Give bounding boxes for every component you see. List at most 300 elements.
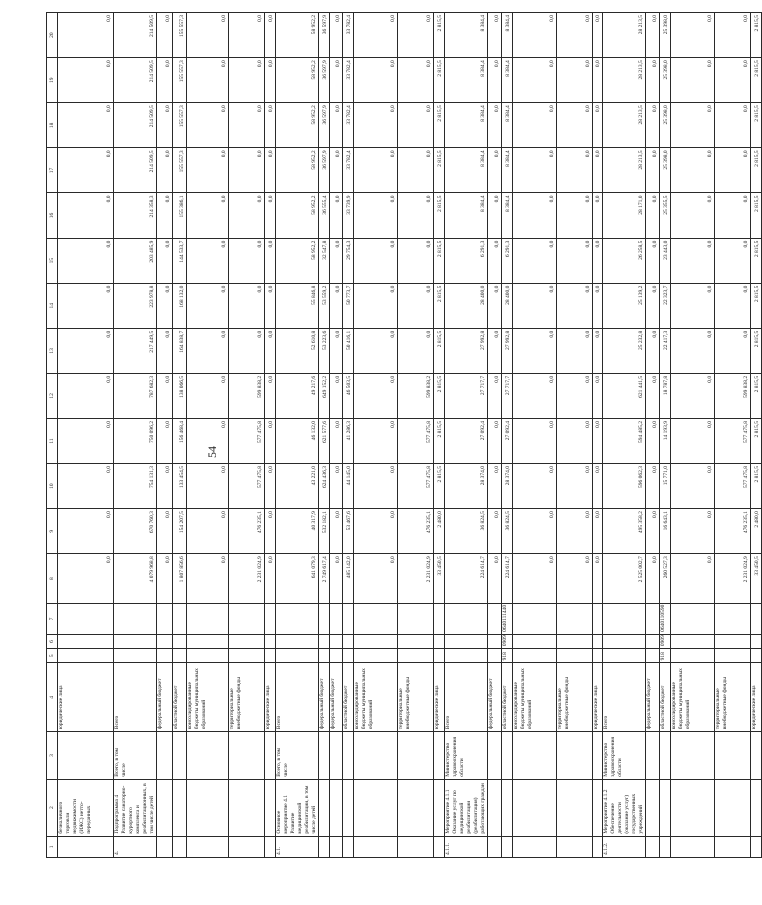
table-cell xyxy=(173,634,187,648)
table-cell: 0,0 xyxy=(593,328,603,373)
table-cell: 0,0 xyxy=(157,148,173,193)
table-cell: 224 614,7 xyxy=(502,554,513,604)
table-cell: 0,0 xyxy=(157,509,173,554)
table-cell: 0,0 xyxy=(157,328,173,373)
table-cell: 0,0 xyxy=(646,418,660,463)
table-cell: 0,0 xyxy=(488,328,502,373)
table-cell xyxy=(671,779,715,836)
table-cell: 33 782,4 xyxy=(343,58,354,103)
table-cell xyxy=(445,604,488,635)
table-cell: 0,0 xyxy=(157,418,173,463)
table-cell: 28 213,5 xyxy=(603,103,646,148)
table-cell xyxy=(229,732,265,779)
table-cell: 0,0 xyxy=(187,418,229,463)
table-cell: 0,0 xyxy=(187,373,229,418)
table-row xyxy=(715,13,751,858)
table-cell: территориальные внебюджетные фонды xyxy=(229,663,265,732)
table-cell: 25 398,0 xyxy=(660,103,671,148)
column-header: 9 xyxy=(47,509,58,554)
table-cell: 0,0 xyxy=(187,328,229,373)
table-cell: 0,0 xyxy=(187,193,229,238)
table-cell: 0,0 xyxy=(398,148,434,193)
table-cell: 49 217,6 xyxy=(276,373,319,418)
table-cell xyxy=(646,836,660,857)
table-cell: 32 547,8 xyxy=(319,238,330,283)
table-cell: 0,0 xyxy=(593,13,603,58)
table-cell xyxy=(513,604,557,635)
table-cell: 2 749 617,4 xyxy=(319,554,330,604)
table-cell: 214 509,5 xyxy=(114,58,157,103)
table-cell: 2 815,5 xyxy=(434,148,445,193)
table-cell xyxy=(671,732,715,779)
table-cell: 4.1. xyxy=(276,836,319,857)
table-cell: 217 449,5 xyxy=(114,328,157,373)
table-cell: 0,0 xyxy=(557,193,593,238)
table-cell xyxy=(58,649,114,663)
table-cell xyxy=(229,604,265,635)
table-cell: 0,0 xyxy=(265,58,276,103)
table-cell: 2 480,0 xyxy=(751,509,762,554)
table-cell: 0,0 xyxy=(671,193,715,238)
table-cell: 0,0 xyxy=(671,509,715,554)
table-cell: 8 384,4 xyxy=(445,193,488,238)
table-cell xyxy=(319,732,330,779)
table-row xyxy=(646,13,660,858)
column-header: 13 xyxy=(47,328,58,373)
table-cell: 0,0 xyxy=(157,13,173,58)
table-cell: Министерство здравоохранения области xyxy=(445,732,488,779)
table-cell xyxy=(434,649,445,663)
table-row xyxy=(445,13,488,858)
table-row xyxy=(671,13,715,858)
table-cell: 2 231 024,9 xyxy=(229,554,265,604)
table-cell: территориальные внебюджетные фонды xyxy=(715,663,751,732)
table-cell xyxy=(173,604,187,635)
table-cell: 164 838,7 xyxy=(173,328,187,373)
table-cell xyxy=(671,604,715,635)
table-row xyxy=(343,13,354,858)
table-cell xyxy=(343,649,354,663)
table-cell: 0,0 xyxy=(593,418,603,463)
table-cell: 0,0 xyxy=(646,148,660,193)
table-cell xyxy=(751,634,762,648)
table-cell: 4.1.2. xyxy=(603,836,646,857)
table-cell xyxy=(319,649,330,663)
table-cell: 2 815,5 xyxy=(751,13,762,58)
table-row xyxy=(173,13,187,858)
table-cell: 0,0 xyxy=(398,13,434,58)
table-cell: 2 815,5 xyxy=(434,103,445,148)
table-cell: 0,0 xyxy=(354,554,398,604)
table-cell: 621 577,6 xyxy=(319,418,330,463)
table-cell: 0,0 xyxy=(488,283,502,328)
table-cell: Всего xyxy=(114,663,157,732)
table-cell xyxy=(445,634,488,648)
table-cell: 0,0 xyxy=(671,418,715,463)
table-cell: 55 846,8 xyxy=(276,283,319,328)
table-cell: юридические лица xyxy=(265,663,276,732)
table-header xyxy=(47,13,58,858)
table-cell: 0,0 xyxy=(157,103,173,148)
table-cell: федеральный бюджет xyxy=(330,663,343,732)
table-cell xyxy=(330,732,343,779)
table-cell: 2 815,5 xyxy=(751,238,762,283)
table-cell xyxy=(671,836,715,857)
table-body xyxy=(58,13,762,858)
table-cell xyxy=(593,634,603,648)
column-header: 15 xyxy=(47,238,58,283)
table-cell: 0,0 xyxy=(229,58,265,103)
table-cell xyxy=(603,634,646,648)
table-cell: 0,0 xyxy=(513,283,557,328)
table-cell: 0,0 xyxy=(187,13,229,58)
table-cell xyxy=(58,634,114,648)
table-cell: 2 815,5 xyxy=(434,328,445,373)
table-cell: 43 221,0 xyxy=(276,464,319,509)
table-row xyxy=(319,13,330,858)
table-row xyxy=(603,13,646,858)
table-cell xyxy=(354,604,398,635)
table-cell: 624 436,3 xyxy=(319,464,330,509)
table-cell: 52 610,8 xyxy=(276,328,319,373)
table-cell: 0,0 xyxy=(488,238,502,283)
table-cell xyxy=(557,604,593,635)
table-cell: 0,0 xyxy=(557,328,593,373)
table-cell: 495 358,2 xyxy=(603,509,646,554)
table-cell: 0,0 xyxy=(715,58,751,103)
table-cell: 0,0 xyxy=(557,58,593,103)
table-cell: юридические лица xyxy=(593,663,603,732)
table-cell: 203 485,9 xyxy=(114,238,157,283)
table-cell: 0,0 xyxy=(354,283,398,328)
column-header: 17 xyxy=(47,148,58,193)
table-row xyxy=(398,13,434,858)
header-row xyxy=(47,13,58,858)
table-cell: 155 386,1 xyxy=(173,193,187,238)
table-cell: 621 441,5 xyxy=(603,373,646,418)
table-cell xyxy=(715,604,751,635)
table-cell: безналичного торговли недвижимости (ИЖС) нетто-переданных xyxy=(58,779,114,836)
table-cell xyxy=(557,779,593,836)
table-row xyxy=(660,13,671,858)
column-header: 1 xyxy=(47,836,58,857)
table-cell xyxy=(715,836,751,857)
table-cell xyxy=(513,634,557,648)
table-cell xyxy=(557,649,593,663)
table-cell xyxy=(715,779,751,836)
table-cell: 4.1.1. xyxy=(445,836,488,857)
table-row xyxy=(276,13,319,858)
table-cell: 918 xyxy=(660,649,671,663)
table-cell: 0,0 xyxy=(646,464,660,509)
table-cell: 0,0 xyxy=(354,418,398,463)
table-cell: территориальные внебюджетные фонды xyxy=(398,663,434,732)
table-cell: 33 739,9 xyxy=(343,193,354,238)
table-cell: 0,0 xyxy=(265,509,276,554)
table-cell: Всего, в том числе xyxy=(114,732,157,779)
table-cell: 6 291,3 xyxy=(445,238,488,283)
table-cell: 0,0 xyxy=(58,103,114,148)
table-cell: 8 384,4 xyxy=(502,58,513,103)
table-cell: 0,0 xyxy=(58,148,114,193)
table-cell: 0,0 xyxy=(488,554,502,604)
table-cell: 0640110590 xyxy=(660,604,671,635)
table-cell: 0,0 xyxy=(646,58,660,103)
table-cell: 2 525 002,7 xyxy=(603,554,646,604)
table-cell: 28 400,0 xyxy=(502,283,513,328)
table-cell xyxy=(354,634,398,648)
table-cell: 0,0 xyxy=(58,283,114,328)
table-cell: областной бюджет xyxy=(660,663,671,732)
table-cell: 0,0 xyxy=(488,13,502,58)
table-cell xyxy=(488,649,502,663)
table-row xyxy=(593,13,603,858)
table-cell: 641 079,3 xyxy=(276,554,319,604)
table-cell: Всего xyxy=(603,663,646,732)
table-cell: 144 533,7 xyxy=(173,238,187,283)
table-cell: 0,0 xyxy=(671,13,715,58)
table-cell: 6 291,3 xyxy=(502,238,513,283)
table-cell: 0,0 xyxy=(265,148,276,193)
table-cell: 596 062,3 xyxy=(603,464,646,509)
table-cell: 0,0 xyxy=(671,238,715,283)
table-cell: 22 323,7 xyxy=(660,283,671,328)
table-cell xyxy=(646,604,660,635)
table-cell: 2 815,5 xyxy=(434,418,445,463)
table-cell: 0,0 xyxy=(488,464,502,509)
table-cell: 8 384,4 xyxy=(445,13,488,58)
table-cell: 0,0 xyxy=(330,58,343,103)
table-cell xyxy=(398,649,434,663)
table-cell xyxy=(434,732,445,779)
table-cell xyxy=(265,836,276,857)
table-cell: 36 597,9 xyxy=(319,58,330,103)
table-cell xyxy=(330,649,343,663)
table-row xyxy=(557,13,593,858)
table-cell xyxy=(58,836,114,857)
table-cell: 2 815,5 xyxy=(751,193,762,238)
table-cell xyxy=(319,634,330,648)
table-row xyxy=(229,13,265,858)
table-cell: 0,0 xyxy=(593,509,603,554)
table-cell: 0,0 xyxy=(671,283,715,328)
table-cell: Мероприятие 4.1.2 Обеспечение деятельности (оказание услуг) государственных учреждений xyxy=(603,779,646,836)
table-cell xyxy=(276,604,319,635)
table-cell xyxy=(593,604,603,635)
table-cell: 0,0 xyxy=(330,193,343,238)
table-cell: 0,0 xyxy=(398,58,434,103)
table-cell: 0,0 xyxy=(229,238,265,283)
table-cell: 53 223,6 xyxy=(319,328,330,373)
table-cell: 0,0 xyxy=(513,509,557,554)
table-cell xyxy=(173,732,187,779)
table-cell: 0,0 xyxy=(354,58,398,103)
table-cell: 1 807 856,6 xyxy=(173,554,187,604)
table-cell xyxy=(319,836,330,857)
table-cell: 50 773,7 xyxy=(343,283,354,328)
table-cell: 0,0 xyxy=(715,193,751,238)
table-cell xyxy=(603,649,646,663)
table-cell: 46 503,5 xyxy=(343,373,354,418)
table-cell: 138 066,5 xyxy=(173,373,187,418)
table-cell xyxy=(354,649,398,663)
table-cell xyxy=(173,649,187,663)
table-cell: 0,0 xyxy=(229,328,265,373)
table-cell: 0,0 xyxy=(513,13,557,58)
table-cell: 0,0 xyxy=(157,283,173,328)
table-cell: 2 480,0 xyxy=(434,509,445,554)
table-cell: 0,0 xyxy=(593,58,603,103)
table-cell: 0,0 xyxy=(58,464,114,509)
table-cell: 0,0 xyxy=(187,58,229,103)
table-cell: 8 384,4 xyxy=(502,193,513,238)
table-cell xyxy=(715,732,751,779)
table-cell: 2 815,5 xyxy=(434,238,445,283)
table-cell: 36 555,4 xyxy=(319,193,330,238)
table-cell: 0,0 xyxy=(187,464,229,509)
table-cell xyxy=(58,604,114,635)
table-cell xyxy=(671,649,715,663)
table-cell: 577 475,8 xyxy=(398,464,434,509)
table-cell: территориальные внебюджетные фонды xyxy=(557,663,593,732)
table-cell: 36 597,9 xyxy=(319,13,330,58)
table-cell: 155 557,3 xyxy=(173,13,187,58)
table-cell: 0,0 xyxy=(398,103,434,148)
table-cell: 2 815,5 xyxy=(434,464,445,509)
table-cell: 0,0 xyxy=(157,464,173,509)
table-cell: 223 978,8 xyxy=(114,283,157,328)
table-cell xyxy=(276,634,319,648)
table-cell: 2 815,5 xyxy=(751,103,762,148)
table-cell: федеральный бюджет xyxy=(157,663,173,732)
table-cell: 0,0 xyxy=(557,148,593,193)
table-cell: 8 384,4 xyxy=(445,148,488,193)
table-cell: 0,0 xyxy=(187,554,229,604)
table-cell: 40 317,9 xyxy=(276,509,319,554)
table-cell xyxy=(488,836,502,857)
column-header: 14 xyxy=(47,283,58,328)
table-cell: юридические лица xyxy=(58,663,114,732)
table-cell: 8 384,4 xyxy=(502,103,513,148)
table-cell: 2 231 024,9 xyxy=(715,554,751,604)
table-cell xyxy=(445,649,488,663)
table-cell: 0640111440 xyxy=(502,604,513,635)
table-cell: 0,0 xyxy=(593,373,603,418)
table-cell: 0,0 xyxy=(354,13,398,58)
table-cell xyxy=(434,634,445,648)
table-cell: 36 597,9 xyxy=(319,103,330,148)
table-cell: 25 398,0 xyxy=(660,148,671,193)
table-cell: 2 815,5 xyxy=(751,328,762,373)
column-header: 10 xyxy=(47,464,58,509)
table-cell xyxy=(502,779,513,836)
table-cell: 58 952,2 xyxy=(276,103,319,148)
table-cell xyxy=(557,732,593,779)
table-cell xyxy=(187,649,229,663)
table-cell: 754 131,3 xyxy=(114,464,157,509)
table-cell: 0,0 xyxy=(513,58,557,103)
table-cell: 0,0 xyxy=(513,238,557,283)
table-cell: 0,0 xyxy=(715,103,751,148)
table-cell: 0,0 xyxy=(513,328,557,373)
table-cell: 0,0 xyxy=(330,148,343,193)
table-cell: 0,0 xyxy=(671,328,715,373)
table-row xyxy=(502,13,513,858)
table-cell: 577 475,8 xyxy=(229,418,265,463)
table-cell xyxy=(488,732,502,779)
table-cell: 8 384,4 xyxy=(445,58,488,103)
table-cell: 4 079 968,8 xyxy=(114,554,157,604)
table-cell: 0909 xyxy=(502,634,513,648)
table-cell: 0,0 xyxy=(398,328,434,373)
table-cell xyxy=(354,836,398,857)
table-cell: 0,0 xyxy=(265,103,276,148)
table-cell xyxy=(398,604,434,635)
table-cell xyxy=(488,634,502,648)
table-cell: 14 193,9 xyxy=(660,418,671,463)
table-cell: 155 557,3 xyxy=(173,103,187,148)
table-cell: 0,0 xyxy=(58,554,114,604)
table-cell: 0,0 xyxy=(557,238,593,283)
table-cell xyxy=(502,732,513,779)
table-cell: 0,0 xyxy=(187,283,229,328)
table-cell: 58 952,2 xyxy=(276,193,319,238)
table-cell: 0,0 xyxy=(715,328,751,373)
table-cell: 0,0 xyxy=(646,283,660,328)
table-cell: 0,0 xyxy=(58,418,114,463)
table-cell: 33 782,4 xyxy=(343,148,354,193)
table-cell: 599 838,2 xyxy=(229,373,265,418)
table-row xyxy=(265,13,276,858)
table-cell: 0,0 xyxy=(513,464,557,509)
table-cell: 532 182,1 xyxy=(319,509,330,554)
table-cell: 53 467,6 xyxy=(343,509,354,554)
table-cell: 649 152,2 xyxy=(319,373,330,418)
table-cell xyxy=(671,634,715,648)
table-cell: 0,0 xyxy=(229,148,265,193)
table-cell: 0,0 xyxy=(157,238,173,283)
table-cell: 22 417,3 xyxy=(660,328,671,373)
table-cell: 0,0 xyxy=(593,554,603,604)
table-cell: 0,0 xyxy=(593,148,603,193)
table-cell: 0,0 xyxy=(513,103,557,148)
table-cell: 0,0 xyxy=(187,509,229,554)
table-cell: 0,0 xyxy=(265,464,276,509)
table-cell: 0,0 xyxy=(187,148,229,193)
table-cell: 577 475,8 xyxy=(715,464,751,509)
table-cell: 787 682,3 xyxy=(114,373,157,418)
column-header: 18 xyxy=(47,103,58,148)
table-cell xyxy=(343,634,354,648)
table-cell: 0,0 xyxy=(157,373,173,418)
table-cell xyxy=(434,836,445,857)
table-cell xyxy=(646,779,660,836)
table-cell xyxy=(157,732,173,779)
table-cell: 0,0 xyxy=(265,373,276,418)
table-cell: 156 468,4 xyxy=(173,418,187,463)
table-cell xyxy=(343,604,354,635)
table-cell xyxy=(343,836,354,857)
table-cell xyxy=(593,836,603,857)
table-cell: 0,0 xyxy=(715,283,751,328)
table-cell: 0,0 xyxy=(229,13,265,58)
table-cell xyxy=(513,836,557,857)
table-cell: 28 213,5 xyxy=(603,148,646,193)
table-cell xyxy=(513,732,557,779)
column-header: 3 xyxy=(47,732,58,779)
table-row xyxy=(488,13,502,858)
table-cell: 0,0 xyxy=(593,103,603,148)
